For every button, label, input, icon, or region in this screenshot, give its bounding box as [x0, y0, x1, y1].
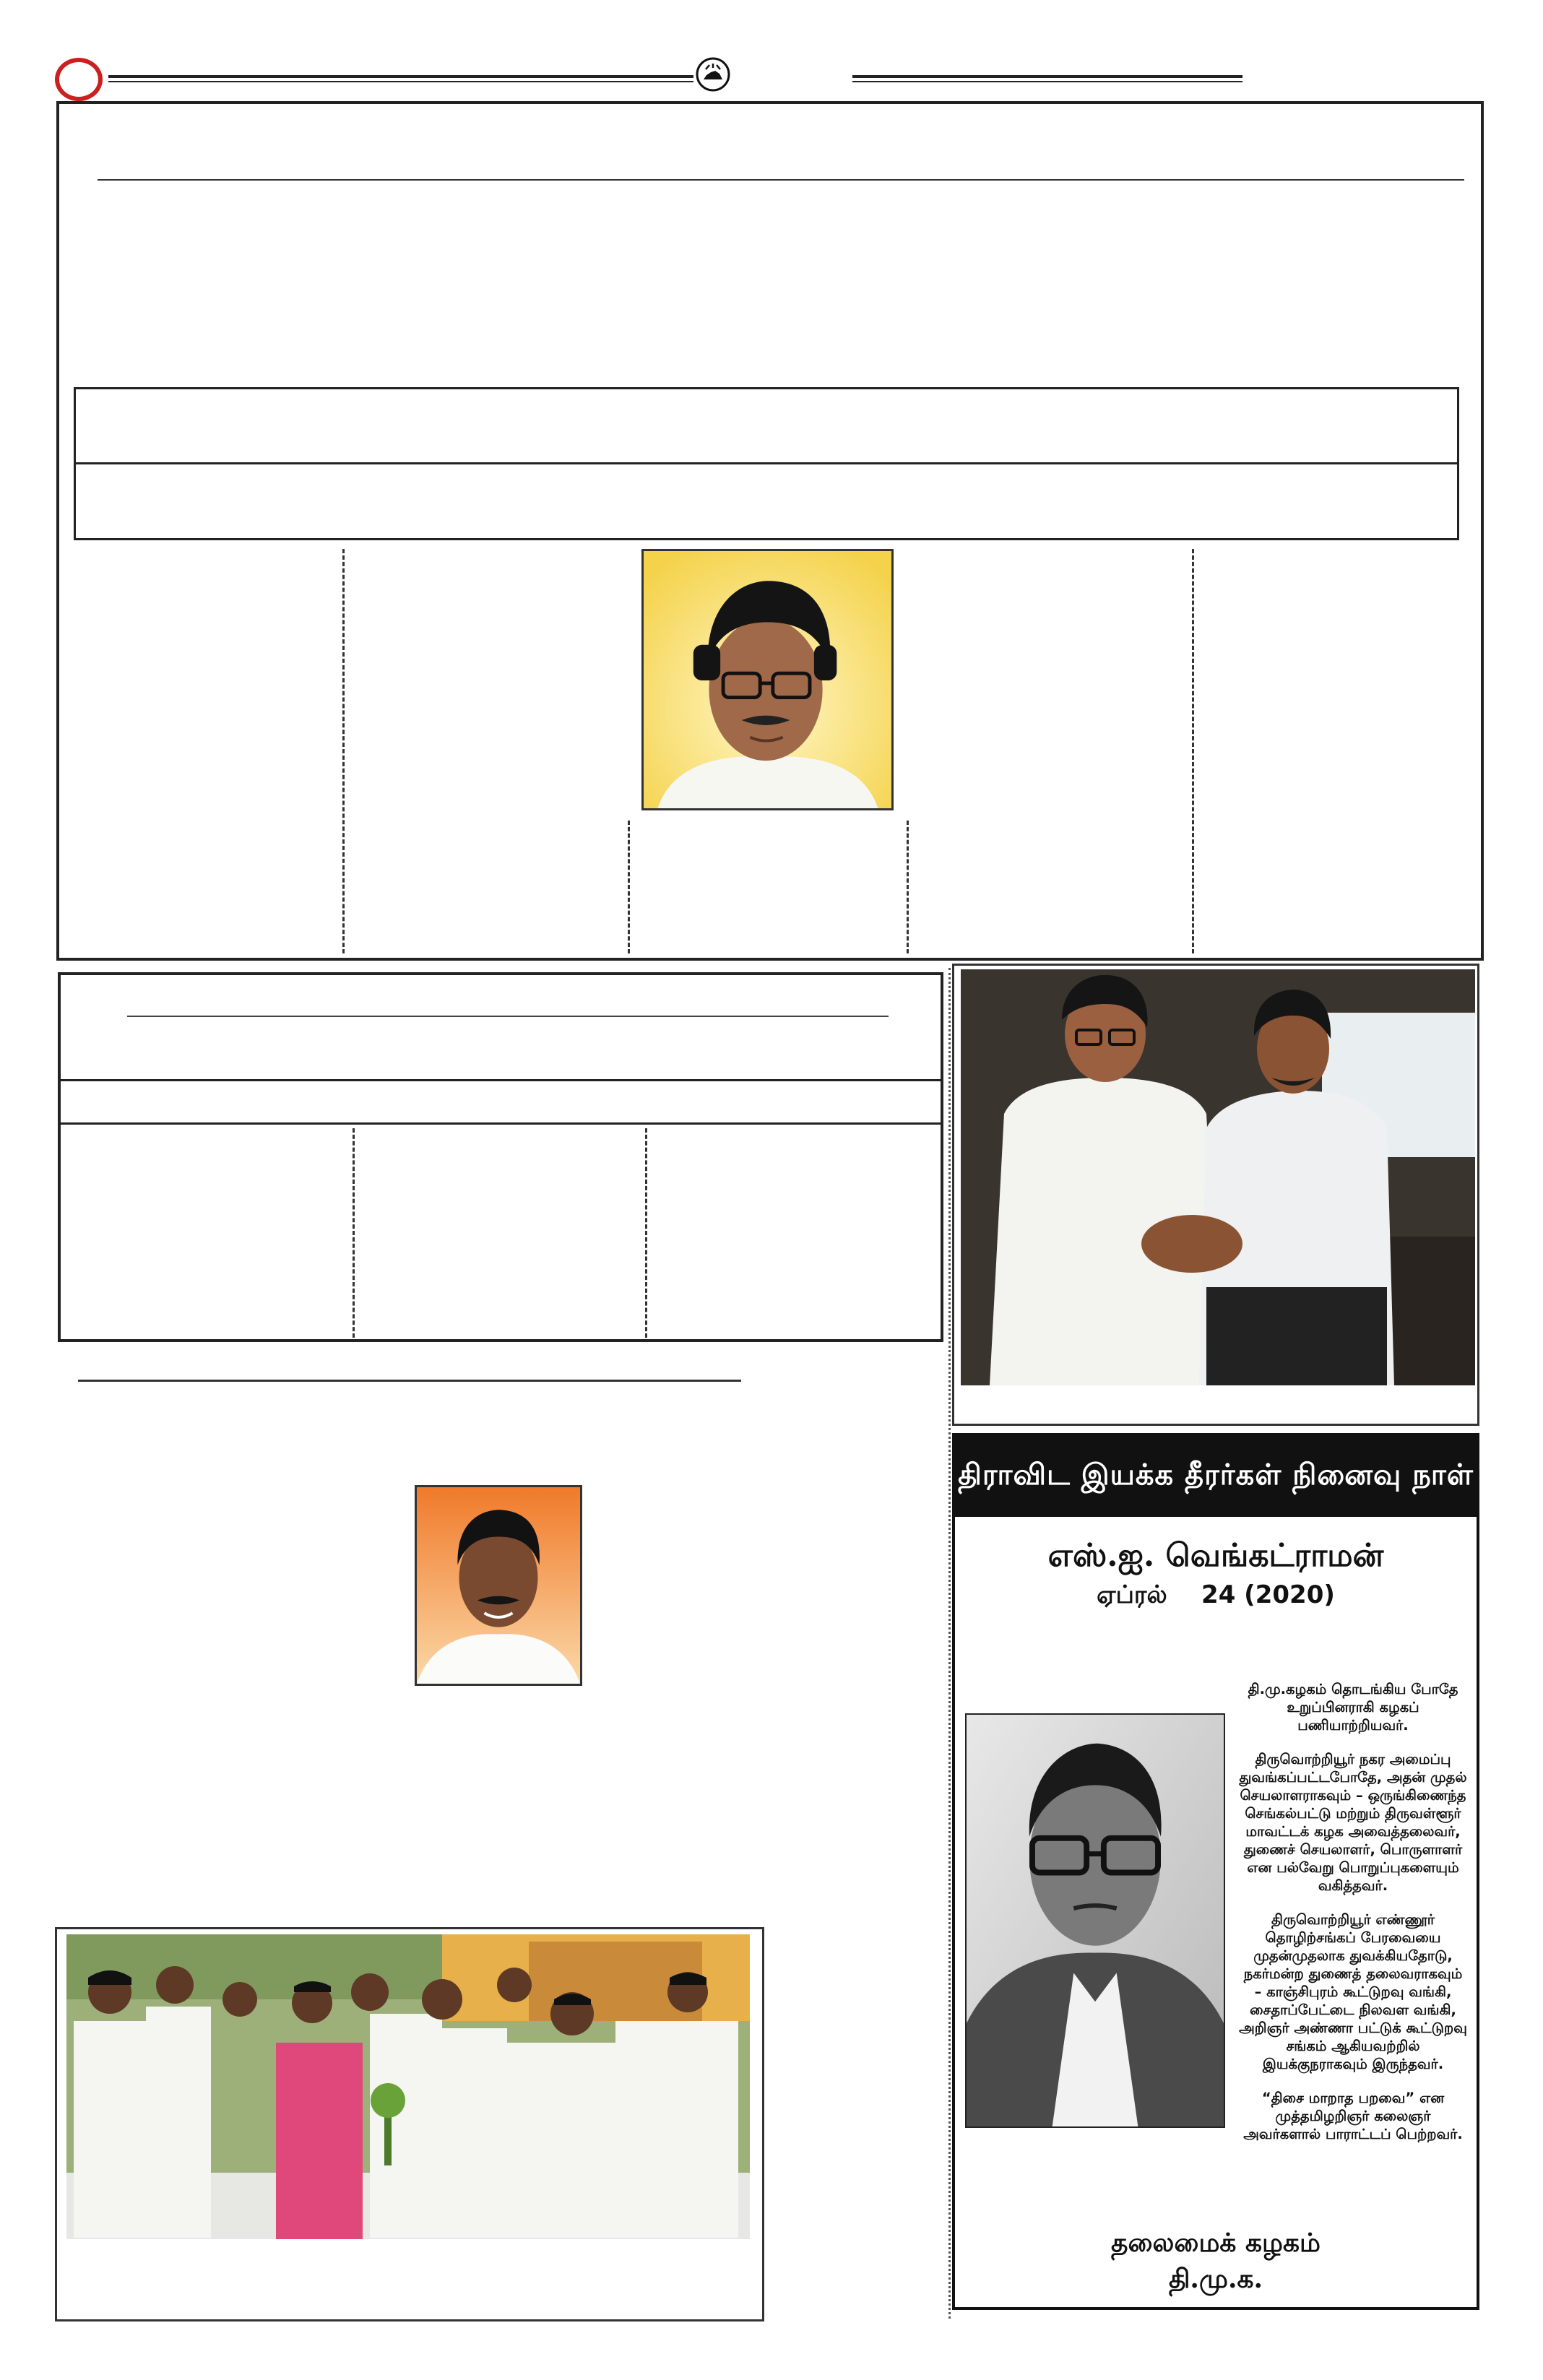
memorial-bio-paragraph: “திசை மாறாத பறவை” என முத்தமிழறிஞர் கலைஞர் அவர்களால் பாராட்டப் பெற்றவர். [1243, 2090, 1463, 2142]
header-rule-left [108, 75, 693, 78]
memorial-date-value: 24 (2020) [1201, 1580, 1335, 1609]
second-article-divider [58, 1079, 943, 1081]
column-divider [353, 1128, 355, 1338]
subhead-divider [74, 462, 1459, 464]
memorial-date [961, 1579, 1471, 1611]
second-article-box [58, 972, 943, 1342]
memorial-bio [1238, 1680, 1468, 2159]
memorial-bio-paragraph: திருவொற்றியூர் நகர அமைப்பு துவங்கப்பட்டபோதே, அதன் முதல் செயலாளராகவும் – ஒருங்கிணைந்த செங்கல்பட்டு மற்றும் திருவள்ளூர் மாவட்டக் கழக அவைத்தலைவர், துணைச் செயலாளர், பொருளாளர் என பல்வேறு பொறுப்புகளையும் வகித்தவர். [1239, 1751, 1467, 1894]
leader-portrait-photo [641, 549, 894, 810]
memorial-portrait-photo [965, 1713, 1225, 2128]
memorial-banner: திராவிட இயக்க தீரர்கள் நினைவு நாள் [952, 1433, 1479, 1517]
header-rule-left-thin [108, 81, 693, 82]
rising-sun-emblem-icon [695, 56, 731, 92]
memorial-footer-line2: தி.மு.க. [1168, 2264, 1263, 2294]
column-divider [1192, 549, 1194, 953]
second-article-divider [58, 1122, 943, 1125]
memorial-bio-paragraph: திருவொற்றியூர் எண்ணூர் தொழிற்சங்கப் பேரவையை முதன்முதலாக துவக்கியதோடு, நகர்மன்ற துணைத் தலைவராகவும் – காஞ்சிபுரம் கூட்டுறவு வங்கி, சைதாப்பேட்டை நிலவள வங்கி, அறிஞர் அண்ணா பட்டுக் கூட்டுறவு சங்கம் ஆகியவற்றில் இயக்குநராகவும் இருந்தவர். [1239, 1911, 1467, 2072]
header-rule-right-thin [852, 81, 1242, 82]
second-article-headline-rule [127, 1016, 889, 1017]
column-divider [907, 821, 909, 953]
page-marker-circle [55, 58, 103, 101]
memorial-footer-line1: தலைமைக் கழகம் [1111, 2228, 1321, 2258]
third-article-headline-rule [78, 1380, 741, 1382]
top-article-headline-rule [98, 179, 1464, 181]
tree-planting-group-photo [66, 1934, 750, 2239]
speaker-portrait-photo [415, 1485, 582, 1686]
column-divider [342, 549, 345, 953]
leaders-meeting-photo [961, 969, 1475, 1385]
header-rule-right [852, 75, 1242, 78]
page-column-divider [948, 968, 951, 2319]
memorial-name: எஸ்.ஐ. வெங்கட்ராமன் [1047, 1537, 1384, 1574]
column-divider [628, 821, 630, 953]
memorial-bio-paragraph: தி.மு.கழகம் தொடங்கிய போதே உறுப்பினராகி கழகப் பணியாற்றியவர். [1248, 1681, 1458, 1734]
column-divider [645, 1128, 647, 1338]
memorial-date-label: ஏப்ரல் [1097, 1580, 1167, 1609]
